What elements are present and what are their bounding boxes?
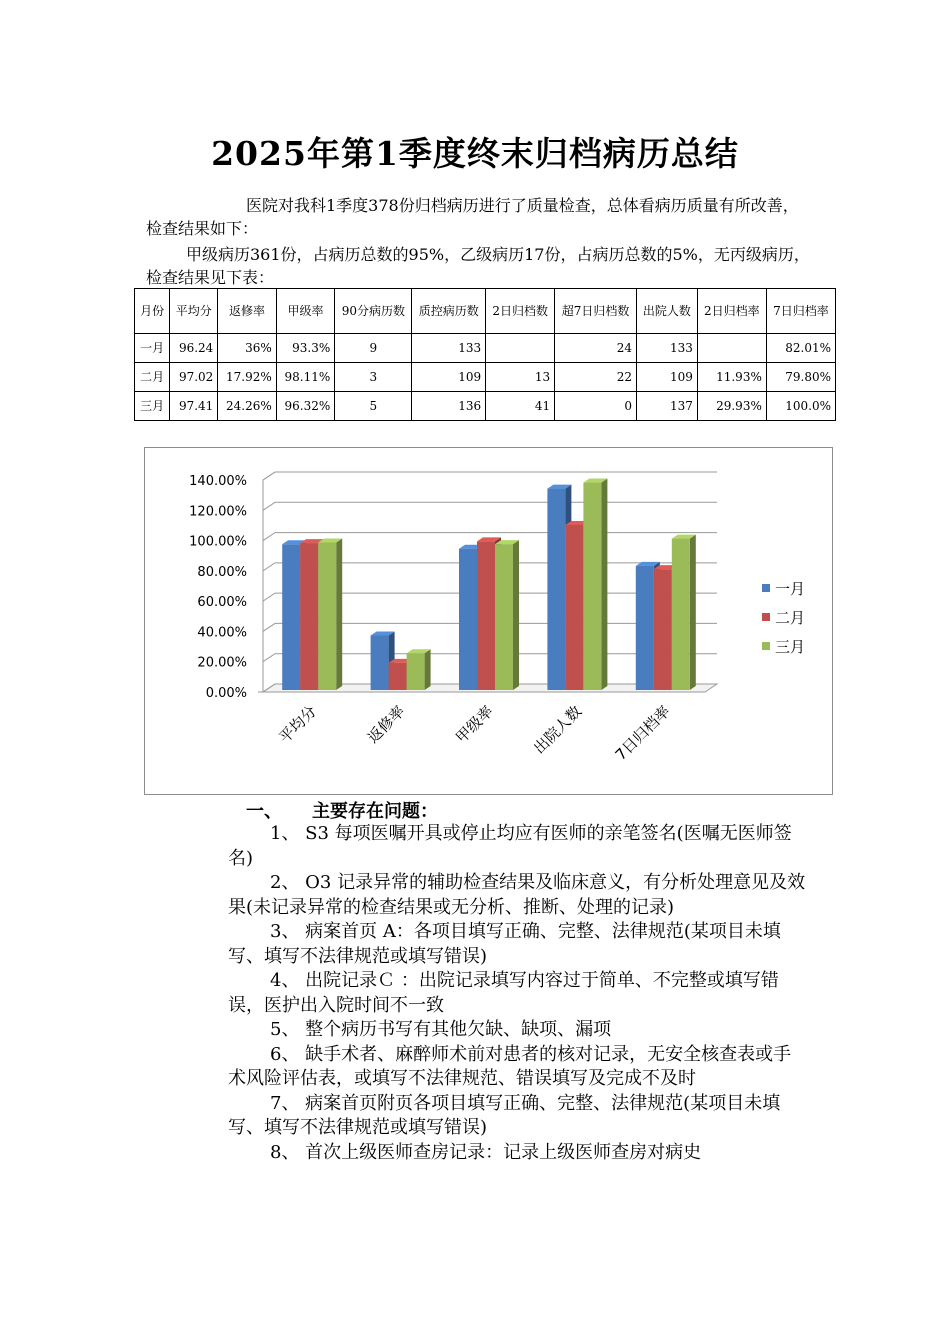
table-cell: 0 (555, 392, 637, 421)
table-cell: 二月 (135, 363, 170, 392)
x-tick-label: 返修率 (363, 702, 409, 747)
table-header: 返修率 (218, 289, 276, 334)
legend-swatch (762, 613, 770, 621)
bar-side (425, 649, 431, 690)
x-tick-label: 7日归档率 (611, 702, 674, 765)
bar (495, 544, 513, 690)
y-axis (263, 472, 275, 692)
table-cell: 22 (555, 363, 637, 392)
y-tick-label: 0.00% (205, 686, 247, 701)
table-header: 质控病历数 (412, 289, 486, 334)
bar (282, 544, 300, 690)
list-item: 6、 缺手术者、麻醉师术前对患者的核对记录，无安全核查表或手术风险评估表，或填写不法律规范、错误填写及完成不及时 (228, 1043, 792, 1089)
table-cell: 79.80% (766, 363, 835, 392)
table-cell: 5 (335, 392, 412, 421)
bar (477, 541, 495, 690)
table-row (135, 392, 836, 421)
y-tick-label: 120.00% (189, 504, 247, 520)
bar (547, 489, 565, 690)
table-cell: 41 (486, 392, 555, 421)
table-cell: 三月 (135, 392, 170, 421)
y-tick-label: 100.00% (189, 534, 247, 550)
table-cell: 97.02 (170, 363, 218, 392)
table-header-row (135, 289, 836, 334)
list-item: 7、 病案首页附页各项目填写正确、完整、法律规范(某项目未填写、填写不法律规范或填写错误) (228, 1092, 781, 1138)
table-cell: 24.26% (218, 392, 276, 421)
section-heading-number: 一、 (246, 801, 282, 822)
table-cell: 109 (636, 363, 697, 392)
bar (654, 569, 672, 690)
table-header: 2日归档率 (697, 289, 766, 334)
bar (318, 542, 336, 690)
list-item: 4、 出院记录Ｃ ：出院记录填写内容过于简单、不完整或填写错误，医护出入院时间不一致 (228, 970, 779, 1016)
list-item: 2、 O3 记录异常的辅助检查结果及临床意义，有分析处理意见及效 果(未记录异常的检查结果或无分析、推断、处理的记录) (228, 872, 842, 918)
intro-paragraph-2: 甲级病历361份，占病历总数的95%，乙级病历17份，占病历总数的5%，无丙级病历，检查结果见下表： (146, 245, 810, 287)
legend-swatch (762, 642, 770, 650)
x-tick-label: 甲级率 (452, 702, 497, 747)
table-cell: 3 (335, 363, 412, 392)
table-header: 7日归档率 (766, 289, 835, 334)
page-title: 2025年第1季度终末归档病历总结 (211, 134, 739, 173)
bar (583, 483, 601, 690)
section-heading-text: 主要存在问题： (312, 801, 438, 822)
bar-side (336, 538, 342, 690)
table-cell: 109 (412, 363, 486, 392)
table-cell: 133 (412, 334, 486, 363)
table-cell (697, 334, 766, 363)
bar (407, 653, 425, 690)
table-cell: 136 (412, 392, 486, 421)
table-cell (486, 334, 555, 363)
list-item: 1、 S3 每项医嘱开具或停止均应有医师的亲笔签名(医嘱无医师签名) (228, 823, 792, 869)
table-cell: 17.92% (218, 363, 276, 392)
x-tick-label: 出院人数 (530, 702, 586, 758)
table-cell: 36% (218, 334, 276, 363)
table-header: 2日归档数 (486, 289, 555, 334)
bar-side (513, 540, 519, 690)
table-header: 出院人数 (636, 289, 697, 334)
table-cell: 97.41 (170, 392, 218, 421)
legend-swatch (762, 584, 770, 592)
table-cell: 9 (335, 334, 412, 363)
bar (371, 635, 389, 690)
table-row (135, 334, 836, 363)
table-cell: 96.24 (170, 334, 218, 363)
y-tick-label: 40.00% (197, 625, 247, 641)
list-item: 3、 病案首页 A：各项目填写正确、完整、法律规范(某项目未填写、填写不法律规范或填写错误) (228, 921, 781, 967)
bar-side (690, 535, 696, 690)
table-header: 平均分 (170, 289, 218, 334)
bar (672, 539, 690, 690)
legend-label: 一月 (775, 580, 806, 598)
table-cell: 100.0% (766, 392, 835, 421)
legend-label: 二月 (775, 609, 806, 627)
table-cell: 82.01% (766, 334, 835, 363)
x-tick-label: 平均分 (275, 702, 321, 747)
legend-label: 三月 (775, 638, 806, 656)
y-tick-label: 20.00% (197, 655, 247, 671)
section-heading (246, 797, 438, 823)
issue-list (228, 822, 842, 1165)
table-cell: 11.93% (697, 363, 766, 392)
bar (300, 543, 318, 690)
y-tick-label: 80.00% (197, 564, 247, 580)
table-cell: 96.32% (276, 392, 334, 421)
bar (565, 525, 583, 690)
table-row (135, 363, 836, 392)
bar (636, 566, 654, 690)
table-cell: 133 (636, 334, 697, 363)
list-item: 5、 整个病历书写有其他欠缺、缺项、漏项 (270, 1019, 612, 1040)
bar (459, 549, 477, 690)
table-cell: 一月 (135, 334, 170, 363)
table-cell: 137 (636, 392, 697, 421)
table-header: 甲级率 (276, 289, 334, 334)
bar-chart-svg (145, 448, 832, 794)
table-cell: 29.93% (697, 392, 766, 421)
table-cell: 93.3% (276, 334, 334, 363)
bar-side (601, 479, 607, 690)
table-cell: 98.11% (276, 363, 334, 392)
bar (389, 663, 407, 690)
table-cell: 24 (555, 334, 637, 363)
intro-paragraph-1: 医院对我科1季度378份归档病历进行了质量检查，总体看病历质量有所改善，检查结果如下： (146, 196, 799, 238)
quality-table (134, 288, 836, 421)
table-header: 月份 (135, 289, 170, 334)
table-cell: 13 (486, 363, 555, 392)
table-header: 90分病历数 (335, 289, 412, 334)
y-tick-label: 60.00% (197, 595, 247, 611)
bar-chart (144, 447, 833, 795)
y-tick-label: 140.00% (189, 474, 247, 489)
list-item: 8、 首次上级医师查房记录：记录上级医师查房对病史 (270, 1141, 702, 1163)
table-header: 超7日归档数 (555, 289, 637, 334)
